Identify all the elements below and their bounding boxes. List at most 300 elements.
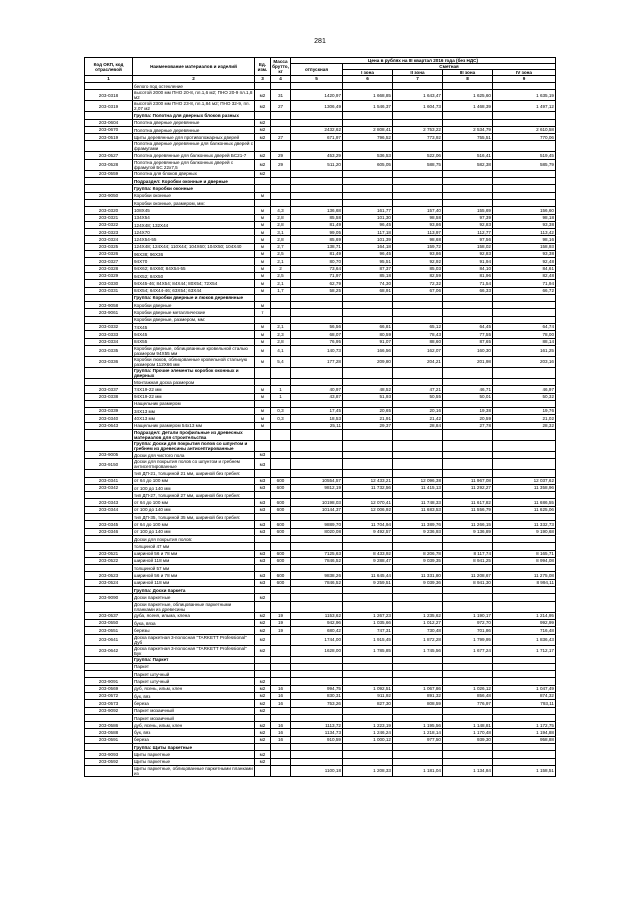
row-price-zone2: 1 012,27 — [393, 619, 443, 626]
row-price-zone2 — [393, 671, 443, 678]
header-name: Наименование материалов и изделий — [133, 58, 255, 76]
row-price-zone4: 161,25 — [493, 345, 556, 356]
row-price-zone4: 992,99 — [493, 619, 556, 626]
row-name: 124Х54-55 — [133, 236, 255, 243]
row-name: Полотна дверные деревянные — [133, 119, 255, 126]
row-unit: м — [255, 265, 271, 272]
row-code: 203-0345 — [85, 521, 133, 528]
row-mass — [271, 429, 291, 440]
table-row — [85, 324, 556, 331]
table-row — [85, 221, 556, 228]
row-unit: м3 — [255, 484, 271, 491]
row-price-zone3 — [443, 594, 493, 601]
row-price-zone3: 11 556,79 — [443, 506, 493, 513]
row-price-zone1: 166,56 — [343, 345, 393, 356]
row-price-zone1: 20,65 — [343, 408, 393, 415]
row-mass — [271, 671, 291, 678]
row-mass: 3,1 — [271, 229, 291, 236]
row-name: Полотна деревянные для балконных дверей БС21-7 — [133, 152, 255, 159]
row-unit: м2 — [255, 101, 271, 112]
row-price-zone2: 9 236,93 — [393, 528, 443, 535]
table-row — [85, 451, 556, 458]
row-mass — [271, 309, 291, 316]
row-code: 203-9058 — [85, 302, 133, 309]
row-unit: м2 — [255, 736, 271, 743]
row-price-otpusk — [291, 440, 343, 451]
row-price-zone2: 162,07 — [393, 345, 443, 356]
row-price-zone2: 588,75 — [393, 159, 443, 170]
header-price-group: Цена в рублях на III квартал 2016 года (без НДС) — [291, 58, 556, 64]
row-mass — [271, 119, 291, 126]
row-price-zone3 — [443, 451, 493, 458]
row-price-zone2: 9 039,36 — [393, 579, 443, 586]
row-price-zone3: 19,38 — [443, 408, 493, 415]
table-row — [85, 338, 556, 345]
row-name: Коробки дверные, размером, мм: — [133, 316, 255, 323]
table-row — [85, 345, 556, 356]
row-mass: 4,3 — [271, 207, 291, 214]
row-code: 203-0319 — [85, 101, 133, 112]
row-unit — [255, 367, 271, 378]
row-price-zone4 — [493, 656, 556, 663]
row-mass — [271, 751, 291, 758]
row-name: Коробки дверные металлические — [133, 309, 255, 316]
row-price-zone2: 1 218,14 — [393, 729, 443, 736]
table-row — [85, 506, 556, 513]
row-price-otpusk — [291, 316, 343, 323]
row-price-zone3: 27,78 — [443, 422, 493, 429]
row-price-zone2 — [393, 707, 443, 714]
row-code: 203-0528 — [85, 159, 133, 170]
row-price-zone1: 11 645,44 — [343, 572, 393, 579]
row-price-zone4: 585,79 — [493, 159, 556, 170]
row-price-zone4 — [493, 302, 556, 309]
row-price-zone3 — [443, 199, 493, 206]
table-row — [85, 714, 556, 721]
row-price-zone4 — [493, 378, 556, 385]
row-price-zone2: 1 195,56 — [393, 722, 443, 729]
column-number-row — [85, 76, 556, 83]
row-price-zone3: 64,45 — [443, 324, 493, 331]
row-price-zone4 — [493, 459, 556, 470]
row-name: тип ДП-27, толщиной 27 мм, шириной без гребня: — [133, 492, 255, 499]
row-price-zone3: 939,30 — [443, 736, 493, 743]
row-price-zone3: 155,69 — [443, 207, 493, 214]
row-price-zone3 — [443, 678, 493, 685]
row-unit: м3 — [255, 528, 271, 535]
row-price-zone3: 11 208,67 — [443, 572, 493, 579]
row-unit: м — [255, 415, 271, 422]
row-price-zone4: 9 190,68 — [493, 528, 556, 535]
row-price-zone1: 95,51 — [343, 258, 393, 265]
row-price-otpusk: 81,49 — [291, 221, 343, 228]
row-price-zone1: 9 259,51 — [343, 579, 393, 586]
row-price-zone1 — [343, 83, 393, 90]
row-unit: м2 — [255, 594, 271, 601]
row-code: 203-0334 — [85, 338, 133, 345]
row-price-zone1: 2 808,41 — [343, 126, 393, 133]
table-row — [85, 287, 556, 294]
table-row — [85, 477, 556, 484]
row-unit: м3 — [255, 477, 271, 484]
row-name: Полотна дверные деревянные для балконных дверей с фрамугами — [134, 141, 254, 152]
header-zone-1: I зона — [343, 70, 393, 76]
row-mass: 600 — [271, 499, 291, 506]
row-code — [85, 543, 133, 550]
row-price-zone3 — [443, 535, 493, 542]
table-row — [85, 408, 556, 415]
row-name: тип ДП-21, толщиной 21 мм, шириной без гребня: — [133, 470, 255, 477]
row-price-zone3 — [443, 758, 493, 765]
row-price-otpusk: 76,95 — [291, 338, 343, 345]
row-name: Группа: Прочие элементы коробок оконных и дверных — [133, 367, 255, 378]
row-unit: м — [255, 356, 271, 367]
row-price-zone4 — [493, 316, 556, 323]
row-price-zone3: 2 534,79 — [443, 126, 493, 133]
row-unit — [255, 744, 271, 751]
row-price-otpusk: 1628,00 — [291, 645, 343, 656]
row-unit: м3 — [255, 459, 271, 470]
row-code: 203-0643 — [85, 422, 133, 429]
row-price-otpusk — [291, 367, 343, 378]
table-row — [85, 499, 556, 506]
table-row — [85, 565, 556, 572]
row-mass — [271, 316, 291, 323]
row-price-zone1: 12 070,41 — [343, 499, 393, 506]
row-code: 203-9005 — [85, 451, 133, 458]
row-price-zone2 — [393, 594, 443, 601]
table-row — [85, 601, 556, 612]
row-price-zone3: 582,38 — [443, 159, 493, 170]
row-name: 134Х54 — [133, 214, 255, 221]
row-mass — [271, 645, 291, 656]
row-price-zone3: 701,86 — [443, 627, 493, 634]
row-price-zone3 — [443, 543, 493, 550]
row-price-zone4 — [493, 309, 556, 316]
row-code: 203-0335 — [85, 345, 133, 356]
row-mass: 0,3 — [271, 415, 291, 422]
row-code: 203-9061 — [85, 309, 133, 316]
row-price-zone2 — [393, 492, 443, 499]
table-row — [85, 170, 556, 177]
row-price-zone2: 891,32 — [393, 693, 443, 700]
row-code: 203-0337 — [85, 386, 133, 393]
table-row — [85, 422, 556, 429]
row-price-zone3 — [443, 400, 493, 407]
header-mass: Масса брутто, кг — [272, 59, 289, 74]
row-price-zone1: 117,18 — [343, 229, 393, 236]
row-price-zone3 — [443, 492, 493, 499]
row-code: 203-0324 — [85, 236, 133, 243]
row-mass: 600 — [271, 579, 291, 586]
row-unit — [255, 141, 271, 152]
row-name: дуб, ясень, ильм, клен — [133, 722, 255, 729]
row-code: 203-0338 — [85, 393, 133, 400]
row-price-zone1: 536,53 — [343, 152, 393, 159]
table-row — [85, 550, 556, 557]
row-price-zone4 — [493, 543, 556, 550]
row-mass — [271, 112, 291, 119]
row-price-zone1 — [343, 470, 393, 477]
row-price-zone3 — [443, 714, 493, 721]
row-code — [85, 440, 133, 451]
row-price-zone4 — [493, 514, 556, 521]
table-row — [85, 386, 556, 393]
row-mass — [271, 83, 291, 90]
row-price-zone4: 84,61 — [493, 265, 556, 272]
table-row — [85, 557, 556, 564]
row-price-zone4: 19,76 — [493, 408, 556, 415]
row-price-zone1: 101,30 — [343, 214, 393, 221]
table-row — [85, 765, 556, 776]
row-unit — [255, 83, 271, 90]
row-price-zone1 — [343, 543, 393, 550]
row-mass — [271, 601, 291, 612]
table-row — [85, 101, 556, 112]
row-price-zone4 — [493, 440, 556, 451]
row-price-otpusk: 10198,03 — [291, 499, 343, 506]
row-price-otpusk: 1153,62 — [291, 612, 343, 619]
row-code — [85, 656, 133, 663]
row-code — [85, 470, 133, 477]
row-price-otpusk — [291, 587, 343, 594]
row-name: тип ДП-35, толщиной 35 мм, шириной без гребня: — [133, 514, 255, 521]
row-name: шириной 118 мм — [133, 579, 255, 586]
row-price-zone3 — [443, 141, 493, 152]
row-price-zone1 — [343, 309, 393, 316]
row-code: 203-0333 — [85, 331, 133, 338]
row-price-zone2 — [393, 714, 443, 721]
row-price-zone3 — [443, 316, 493, 323]
row-price-zone3: 1 468,39 — [443, 101, 493, 112]
row-price-zone1: 827,30 — [343, 700, 393, 707]
row-mass: 600 — [271, 528, 291, 535]
row-price-otpusk: 40,97 — [291, 386, 343, 393]
row-price-otpusk: 71,97 — [291, 272, 343, 279]
row-price-otpusk — [291, 535, 343, 542]
row-price-zone3: 1 799,95 — [443, 634, 493, 645]
row-code: 203-0588 — [85, 729, 133, 736]
row-price-zone3 — [443, 119, 493, 126]
row-price-zone1 — [343, 535, 393, 542]
row-code: 203-0320 — [85, 207, 133, 214]
row-mass: 2,1 — [271, 324, 291, 331]
row-code: 203-0641 — [85, 634, 133, 645]
row-mass: 16 — [271, 729, 291, 736]
row-name: бук, вяз — [133, 693, 255, 700]
row-price-zone1 — [343, 678, 393, 685]
row-code: 203-0537 — [85, 612, 133, 619]
table-row — [85, 535, 556, 542]
row-price-zone2 — [393, 678, 443, 685]
row-unit: м — [255, 236, 271, 243]
row-code — [85, 744, 133, 751]
row-code: 203-0328 — [85, 265, 133, 272]
row-price-zone4: 1 635,19 — [493, 90, 556, 101]
row-price-otpusk — [291, 678, 343, 685]
row-name: бука, вяза — [133, 619, 255, 626]
row-unit: м2 — [255, 693, 271, 700]
table-row — [85, 294, 556, 301]
row-code: 203-0342 — [85, 484, 133, 491]
row-mass: 19 — [271, 619, 291, 626]
row-price-zone2: 1 235,62 — [393, 612, 443, 619]
row-name: Нащельник размером 54х13 мм — [133, 422, 255, 429]
table-row — [85, 722, 556, 729]
row-price-zone2: 93,86 — [393, 221, 443, 228]
row-price-zone2 — [393, 185, 443, 192]
row-code: 203-0591 — [85, 736, 133, 743]
row-name: 94Х45-46; 84Х54; 84Х44; 80Х54; 72Х54 — [133, 280, 255, 287]
price-table — [84, 57, 556, 777]
row-price-otpusk: 942,96 — [291, 619, 343, 626]
row-price-zone1: 1 546,37 — [343, 101, 393, 112]
table-row — [85, 159, 556, 170]
row-unit: м2 — [255, 751, 271, 758]
row-name: Паркет штучный — [133, 671, 255, 678]
row-price-zone2: 82,59 — [393, 272, 443, 279]
row-price-zone2: 773,92 — [393, 134, 443, 141]
table-row — [85, 627, 556, 634]
row-price-zone1 — [343, 378, 393, 385]
row-price-zone3 — [443, 656, 493, 663]
row-price-zone1: 1 785,85 — [343, 645, 393, 656]
row-price-zone3: 66,33 — [443, 287, 493, 294]
row-price-otpusk: 680,42 — [291, 627, 343, 634]
row-price-zone1: 747,31 — [343, 627, 393, 634]
table-row — [85, 440, 556, 451]
row-code — [85, 83, 133, 90]
row-name: 96Х38; 96Х36 — [133, 251, 255, 258]
row-mass: 2,1 — [271, 280, 291, 287]
row-unit: м2 — [255, 645, 271, 656]
row-price-zone2: 11 683,53 — [393, 506, 443, 513]
row-price-zone2: 11 331,80 — [393, 572, 443, 579]
page-number: 281 — [314, 38, 326, 45]
row-price-otpusk — [291, 671, 343, 678]
row-price-otpusk: 9812,19 — [291, 484, 343, 491]
row-code: 203-9091 — [85, 678, 133, 685]
row-mass: 600 — [271, 557, 291, 564]
row-price-zone4: 156,60 — [493, 207, 556, 214]
row-price-zone3: 1 190,17 — [443, 612, 493, 619]
row-price-zone1 — [343, 294, 393, 301]
table-row — [85, 309, 556, 316]
row-price-otpusk: 1113,72 — [291, 722, 343, 729]
row-price-zone2: 21,42 — [393, 415, 443, 422]
row-unit: м — [255, 393, 271, 400]
row-name: 84Х54; 64Х44-46; 63Х54; 63Х44 — [133, 287, 255, 294]
row-price-otpusk — [291, 543, 343, 550]
row-unit — [255, 535, 271, 542]
table-row — [85, 331, 556, 338]
row-name: шириной 56 и 78 мм — [133, 572, 255, 579]
row-price-zone3 — [443, 470, 493, 477]
row-mass: 2,8 — [271, 338, 291, 345]
table-row — [85, 152, 556, 159]
row-price-zone4 — [493, 492, 556, 499]
row-price-zone2: 28,84 — [393, 422, 443, 429]
row-price-zone1: 164,18 — [343, 243, 393, 250]
row-mass: 600 — [271, 521, 291, 528]
row-price-otpusk — [291, 192, 343, 199]
row-unit — [255, 185, 271, 192]
row-price-zone4: 2 610,58 — [493, 126, 556, 133]
row-name: Паркет — [133, 663, 255, 670]
row-price-zone3: 1 625,60 — [443, 90, 493, 101]
row-price-zone4: 82,48 — [493, 272, 556, 279]
row-unit: м — [255, 192, 271, 199]
row-price-zone3 — [443, 707, 493, 714]
row-name: от 100 до 140 мм — [133, 484, 255, 491]
row-name: 74Х19-22 мм — [133, 386, 255, 393]
row-price-zone1: 96,45 — [343, 251, 393, 258]
table-row — [85, 459, 556, 470]
row-price-otpusk: 1100,18 — [291, 765, 343, 776]
row-price-zone3 — [443, 744, 493, 751]
table-row — [85, 251, 556, 258]
row-unit: м2 — [255, 722, 271, 729]
row-mass: 600 — [271, 506, 291, 513]
row-price-otpusk: 25,11 — [291, 422, 343, 429]
row-name: от 64 до 100 мм — [133, 499, 255, 506]
row-price-zone1: 48,52 — [343, 386, 393, 393]
row-price-zone3 — [443, 112, 493, 119]
row-price-zone2 — [393, 199, 443, 206]
row-code: 203-0592 — [85, 758, 133, 765]
row-mass: 600 — [271, 572, 291, 579]
row-code: 203-0559 — [85, 170, 133, 177]
row-price-zone2: 67,06 — [393, 287, 443, 294]
row-price-zone4: 958,88 — [493, 736, 556, 743]
row-price-zone3: 112,77 — [443, 229, 493, 236]
row-mass: 600 — [271, 550, 291, 557]
row-code — [85, 378, 133, 385]
row-code: 203-0519 — [85, 134, 133, 141]
row-name: Полотна для блоков дверных — [133, 170, 255, 177]
row-price-zone1 — [343, 185, 393, 192]
row-price-zone1 — [343, 192, 393, 199]
row-price-zone1 — [343, 141, 393, 152]
row-mass — [271, 178, 291, 185]
row-price-zone4: 519,45 — [493, 152, 556, 159]
row-price-zone3: 50,01 — [443, 393, 493, 400]
table-row — [85, 302, 556, 309]
row-unit: м2 — [255, 627, 271, 634]
row-price-otpusk: 140,73 — [291, 345, 343, 356]
table-row — [85, 612, 556, 619]
row-mass — [271, 663, 291, 670]
row-code — [85, 714, 133, 721]
table-row — [85, 83, 556, 90]
row-mass: 27 — [271, 101, 291, 112]
row-price-zone2: 11 748,33 — [393, 499, 443, 506]
row-mass — [271, 422, 291, 429]
row-price-otpusk: 99,05 — [291, 229, 343, 236]
row-price-zone2 — [393, 440, 443, 451]
row-unit — [255, 656, 271, 663]
row-unit — [255, 663, 271, 670]
row-price-zone2: 730,48 — [393, 627, 443, 634]
table-row — [85, 678, 556, 685]
table-row — [85, 207, 556, 214]
row-price-zone3 — [443, 302, 493, 309]
row-mass: 19 — [271, 612, 291, 619]
row-price-zone2: 11 415,13 — [393, 484, 443, 491]
row-price-zone2 — [393, 656, 443, 663]
row-price-zone3: 97,39 — [443, 214, 493, 221]
row-price-zone1 — [343, 492, 393, 499]
